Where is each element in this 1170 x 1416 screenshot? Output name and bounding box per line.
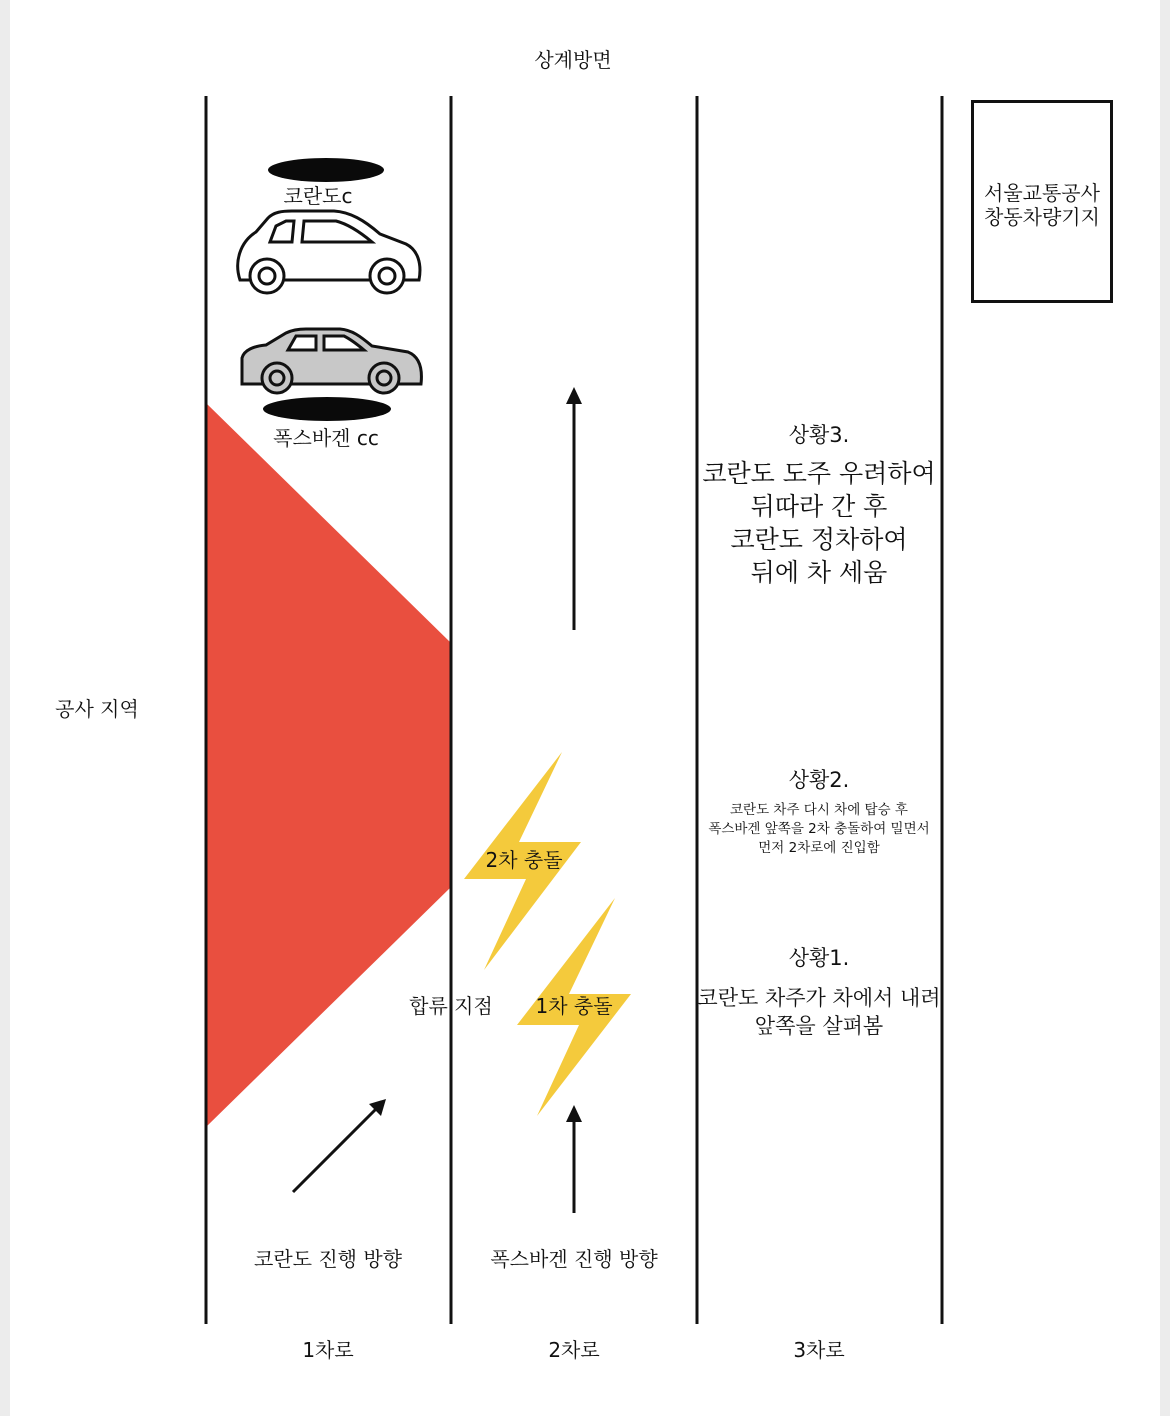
situation-3-title: 상황3. [788,423,850,447]
situation-3-line: 뒤따라 간 후 [750,492,888,521]
direction-label: 상계방면 [534,48,612,72]
volkswagen-direction-label: 폭스바겐 진행 방향 [490,1247,658,1271]
depot-label-line2: 창동차량기지 [984,205,1100,229]
situation-3-line: 코란도 도주 우려하여 [702,459,936,488]
korando-direction-label: 코란도 진행 방향 [254,1247,402,1271]
lane-3-label: 3차로 [793,1338,845,1362]
volkswagen-forward-arrow-icon [566,387,582,630]
korando-plate-redaction [268,158,384,182]
situation-1-text [697,984,940,1040]
korando-merge-arrow-icon [293,1099,386,1192]
situation-2-line: 폭스바겐 앞쪽을 2차 충돌하여 밀면서 [708,821,930,837]
depot-box [971,100,1113,303]
korando-label: 코란도c [283,184,353,208]
situation-1-line: 코란도 차주가 차에서 내려 [697,986,941,1010]
lane-2-label: 2차로 [548,1338,600,1362]
volkswagen-label: 폭스바겐 cc [273,426,379,450]
situation-2-line: 코란도 차주 다시 차에 탑승 후 [730,802,908,818]
situation-2-line: 먼저 2차로에 진입함 [758,840,880,856]
situation-1-line: 앞쪽을 살펴봄 [754,1014,884,1038]
situation-1-title: 상황1. [788,946,850,970]
depot-label [974,181,1110,229]
volkswagen-direction-arrow-icon [566,1105,582,1213]
situation-3-line: 코란도 정차하여 [730,525,908,554]
merge-point-label: 합류 지점 [409,994,493,1018]
situation-2-title: 상황2. [788,768,850,792]
situation-2-text [708,801,929,858]
situation-3-text [702,457,935,589]
first-collision-label: 1차 충돌 [535,994,613,1018]
depot-label-line1: 서울교통공사 [984,181,1100,205]
korando-car-icon [238,211,420,293]
second-collision-label: 2차 충돌 [485,848,563,872]
situation-3-line: 뒤에 차 세움 [750,558,888,587]
volkswagen-plate-redaction [263,397,391,421]
construction-zone-label: 공사 지역 [55,697,139,721]
lane-1-label: 1차로 [302,1338,354,1362]
volkswagen-car-icon [242,329,421,393]
